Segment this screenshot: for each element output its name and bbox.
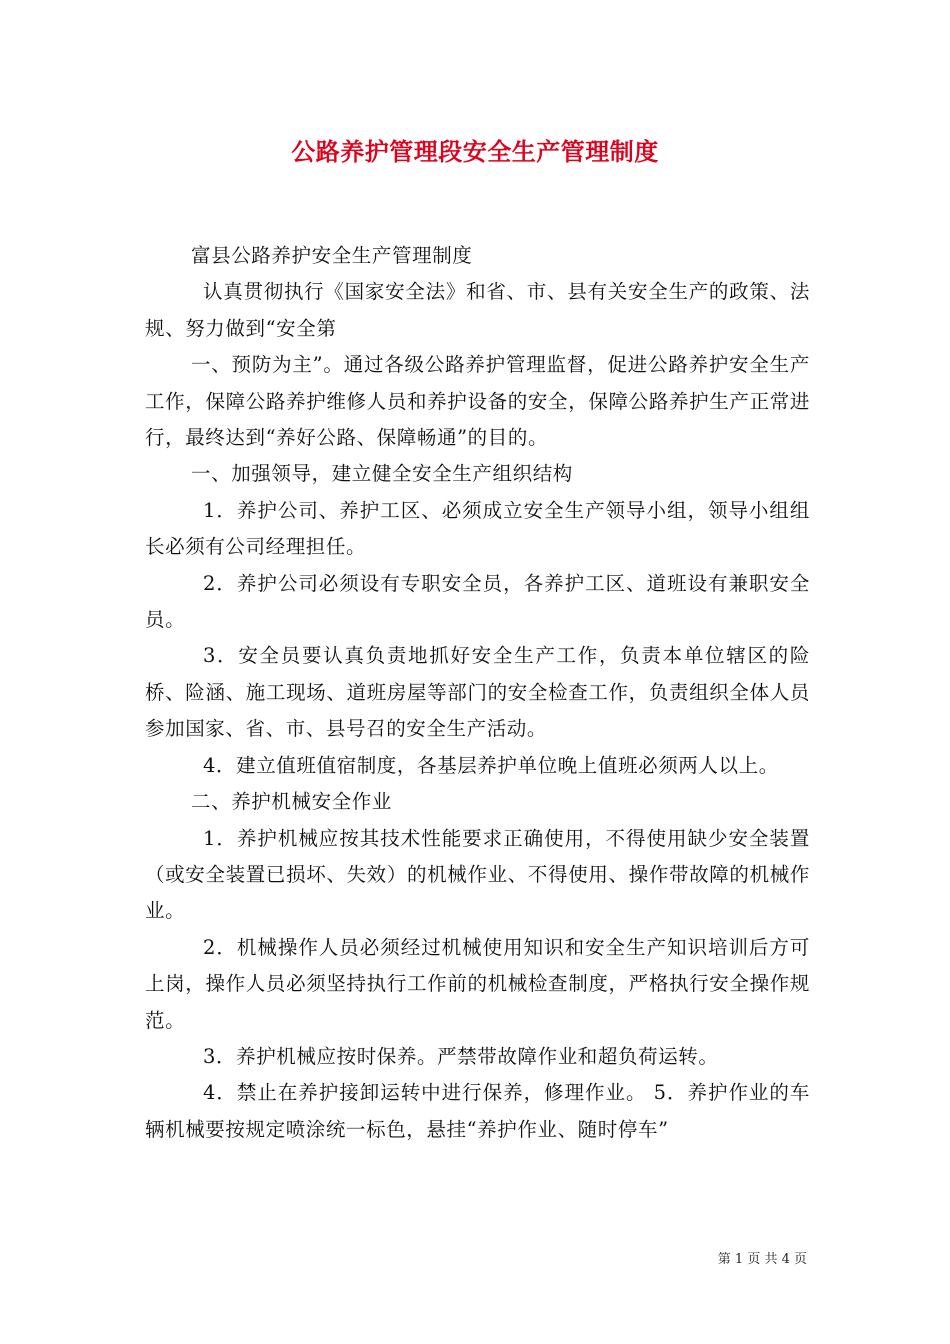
paragraph-intro-cont: 一、预防为主”。通过各级公路养护管理监督，促进公路养护安全生产工作，保障公路养护维修人员和养护设备的安全，保障公路养护生产正常进行，最终达到“养好公路、保障畅通”的目的。 [145,353,810,450]
paragraph-item: 2．机械操作人员必须经过机械使用知识和安全生产知识培训后方可上岗，操作人员必须坚持执行工作前的机械检查制度，严格执行安全操作规范。 [145,935,810,1032]
paragraph-item: 3．安全员要认真负责地抓好安全生产工作，负责本单位辖区的险桥、险涵、施工现场、道班房屋等部门的安全检查工作，负责组织全体人员参加国家、省、市、县号召的安全生产活动。 [145,644,810,741]
section-heading-1: 一、加强领导，建立健全安全生产组织结构 [191,462,573,486]
paragraph-item: 2．养护公司必须设有专职安全员，各养护工区、道班设有兼职安全员。 [145,571,810,632]
paragraph-subtitle: 富县公路养护安全生产管理制度 [191,244,473,267]
section-heading-2: 二、养护机械安全作业 [191,790,393,814]
paragraph-item: 4．建立值班值宿制度，各基层养护单位晚上值班必须两人以上。 [203,753,779,777]
paragraph-item: 1．养护机械应按其技术性能要求正确使用，不得使用缺少安全装置（或安全装置已损坏、失效）的机械作业、不得使用、操作带故障的机械作业。 [145,826,810,923]
document-title: 公路养护管理段安全生产管理制度 [291,137,659,166]
page-number-footer: 第 1 页 共 4 页 [717,1252,807,1267]
paragraph-item: 1．养护公司、养护工区、必须成立安全生产领导小组，领导小组组长必须有公司经理担任。 [145,498,810,559]
document-body [145,238,810,1148]
paragraph-item: 3．养护机械应按时保养。严禁带故障作业和超负荷运转。 [203,1044,719,1068]
paragraph-item: 4．禁止在养护接卸运转中进行保养，修理作业。 5．养护作业的车辆机械要按规定喷涂统一标色，悬挂“养护作业、随时停车” [145,1081,810,1141]
paragraph-intro: 认真贯彻执行《国家安全法》和省、市、县有关安全生产的政策、法规、努力做到“安全第 [145,280,810,340]
